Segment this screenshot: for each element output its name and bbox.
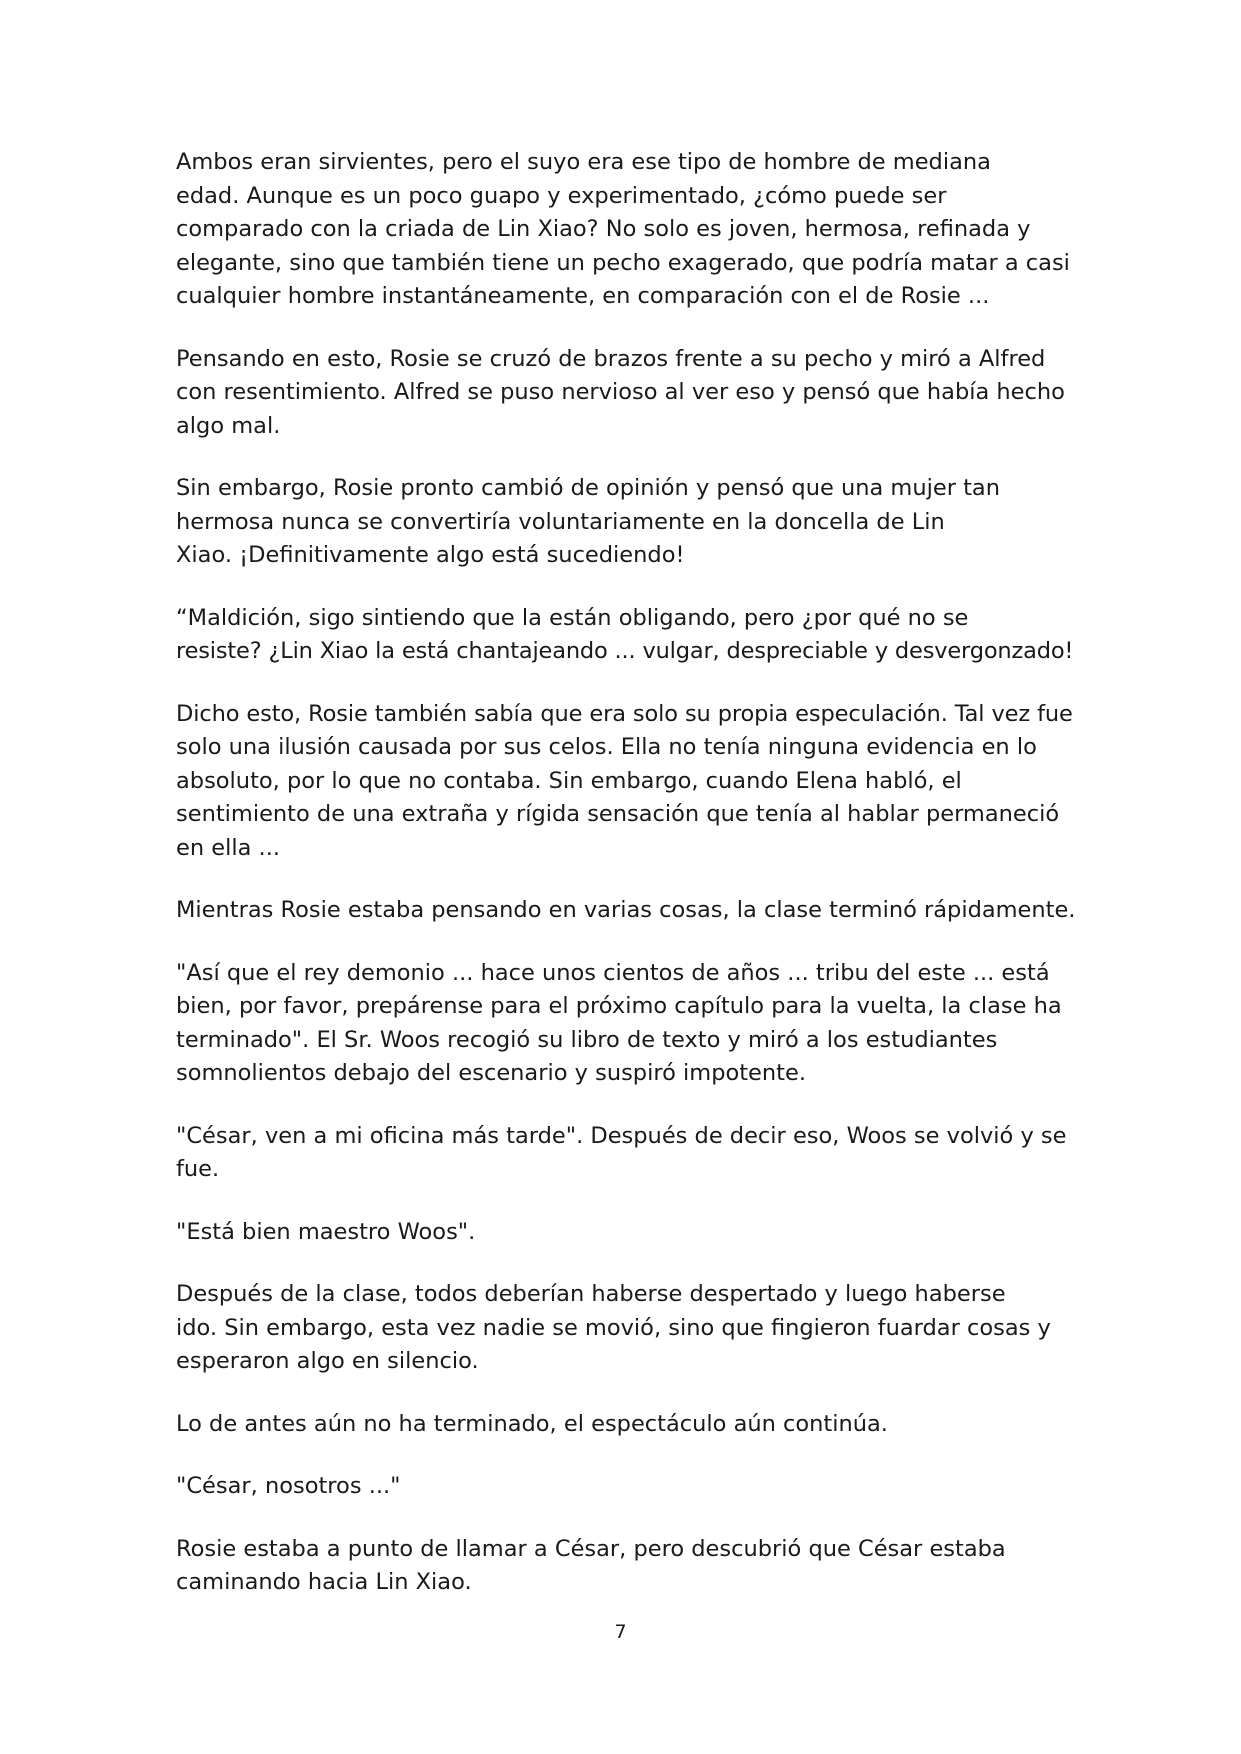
text-line: somnolientos debajo del escenario y suspiró impotente.: [176, 1060, 806, 1086]
text-line: "Así que el rey demonio ... hace unos cientos de años ... tribu del este ... está: [176, 959, 1050, 986]
text-line: con resentimiento. Alfred se puso nervioso al ver eso y pensó que había hecho: [176, 379, 1065, 405]
paragraph: [176, 1408, 1076, 1442]
paragraph: [176, 472, 1076, 573]
text-line: Después de la clase, todos deberían haberse despertado y luego haberse: [176, 1281, 1006, 1307]
text-line: comparado con la criada de Lin Xiao? No solo es joven, hermosa, refinada y: [176, 216, 1031, 242]
text-line: “Maldición, sigo sintiendo que la están obligando, pero ¿por qué no se: [176, 604, 969, 631]
text-line: hermosa nunca se convertiría voluntariamente en la doncella de Lin: [176, 508, 945, 535]
text-line: elegante, sino que también tiene un pecho exagerado, que podría matar a casi: [176, 249, 1070, 276]
text-line: Ambos eran sirvientes, pero el suyo era ese tipo de hombre de mediana: [176, 149, 991, 175]
paragraph: [176, 1278, 1076, 1379]
text-line: ido. Sin embargo, esta vez nadie se movió, sino que fingieron fuardar cosas y: [176, 1314, 1051, 1341]
text-line: absoluto, por lo que no contaba. Sin embargo, cuando Elena habló, el: [176, 767, 962, 794]
page-number: 7: [614, 1621, 627, 1643]
paragraph: [176, 602, 1076, 669]
paragraph: [176, 957, 1076, 1091]
paragraph: [176, 698, 1076, 866]
text-line: esperaron algo en silencio.: [176, 1348, 479, 1374]
body-text: [176, 146, 1076, 1629]
text-line: fue.: [176, 1156, 220, 1182]
text-line: Lo de antes aún no ha terminado, el espectáculo aún continúa.: [176, 1410, 888, 1437]
text-line: "César, nosotros ...": [176, 1473, 401, 1499]
paragraph: [176, 146, 1076, 314]
text-line: edad. Aunque es un poco guapo y experimentado, ¿cómo puede ser: [176, 182, 947, 209]
paragraph: [176, 1470, 1076, 1504]
text-line: Xiao. ¡Definitivamente algo está sucediendo!: [176, 542, 685, 568]
paragraph: [176, 1533, 1076, 1600]
text-line: Dicho esto, Rosie también sabía que era solo su propia especulación. Tal vez fue: [176, 700, 1073, 727]
text-line: "Está bien maestro Woos".: [176, 1218, 476, 1245]
text-line: "César, ven a mi oficina más tarde". Después de decir eso, Woos se volvió y se: [176, 1122, 1067, 1149]
text-line: en ella ...: [176, 834, 280, 861]
text-line: cualquier hombre instantáneamente, en comparación con el de Rosie ...: [176, 283, 990, 309]
text-line: sentimiento de una extraña y rígida sensación que tenía al hablar permaneció: [176, 801, 1060, 827]
text-line: algo mal.: [176, 412, 281, 439]
text-line: Rosie estaba a punto de llamar a César, pero descubrió que César estaba: [176, 1535, 1006, 1562]
paragraph: [176, 1120, 1076, 1187]
text-line: caminando hacia Lin Xiao.: [176, 1569, 472, 1595]
text-line: Sin embargo, Rosie pronto cambió de opinión y pensó que una mujer tan: [176, 475, 1000, 501]
text-line: Pensando en esto, Rosie se cruzó de brazos frente a su pecho y miró a Alfred: [176, 345, 1046, 372]
text-line: solo una ilusión causada por sus celos. Ella no tenía ninguna evidencia en lo: [176, 734, 1037, 760]
text-line: resiste? ¿Lin Xiao la está chantajeando ... vulgar, despreciable y desvergonzado!: [176, 638, 1074, 664]
paragraph: [176, 894, 1076, 928]
paragraph: [176, 343, 1076, 444]
text-line: terminado". El Sr. Woos recogió su libro de texto y miró a los estudiantes: [176, 1026, 998, 1053]
paragraph: [176, 1216, 1076, 1250]
text-line: Mientras Rosie estaba pensando en varias cosas, la clase terminó rápidamente.: [176, 897, 1076, 923]
text-line: bien, por favor, prepárense para el próximo capítulo para la vuelta, la clase ha: [176, 993, 1062, 1019]
